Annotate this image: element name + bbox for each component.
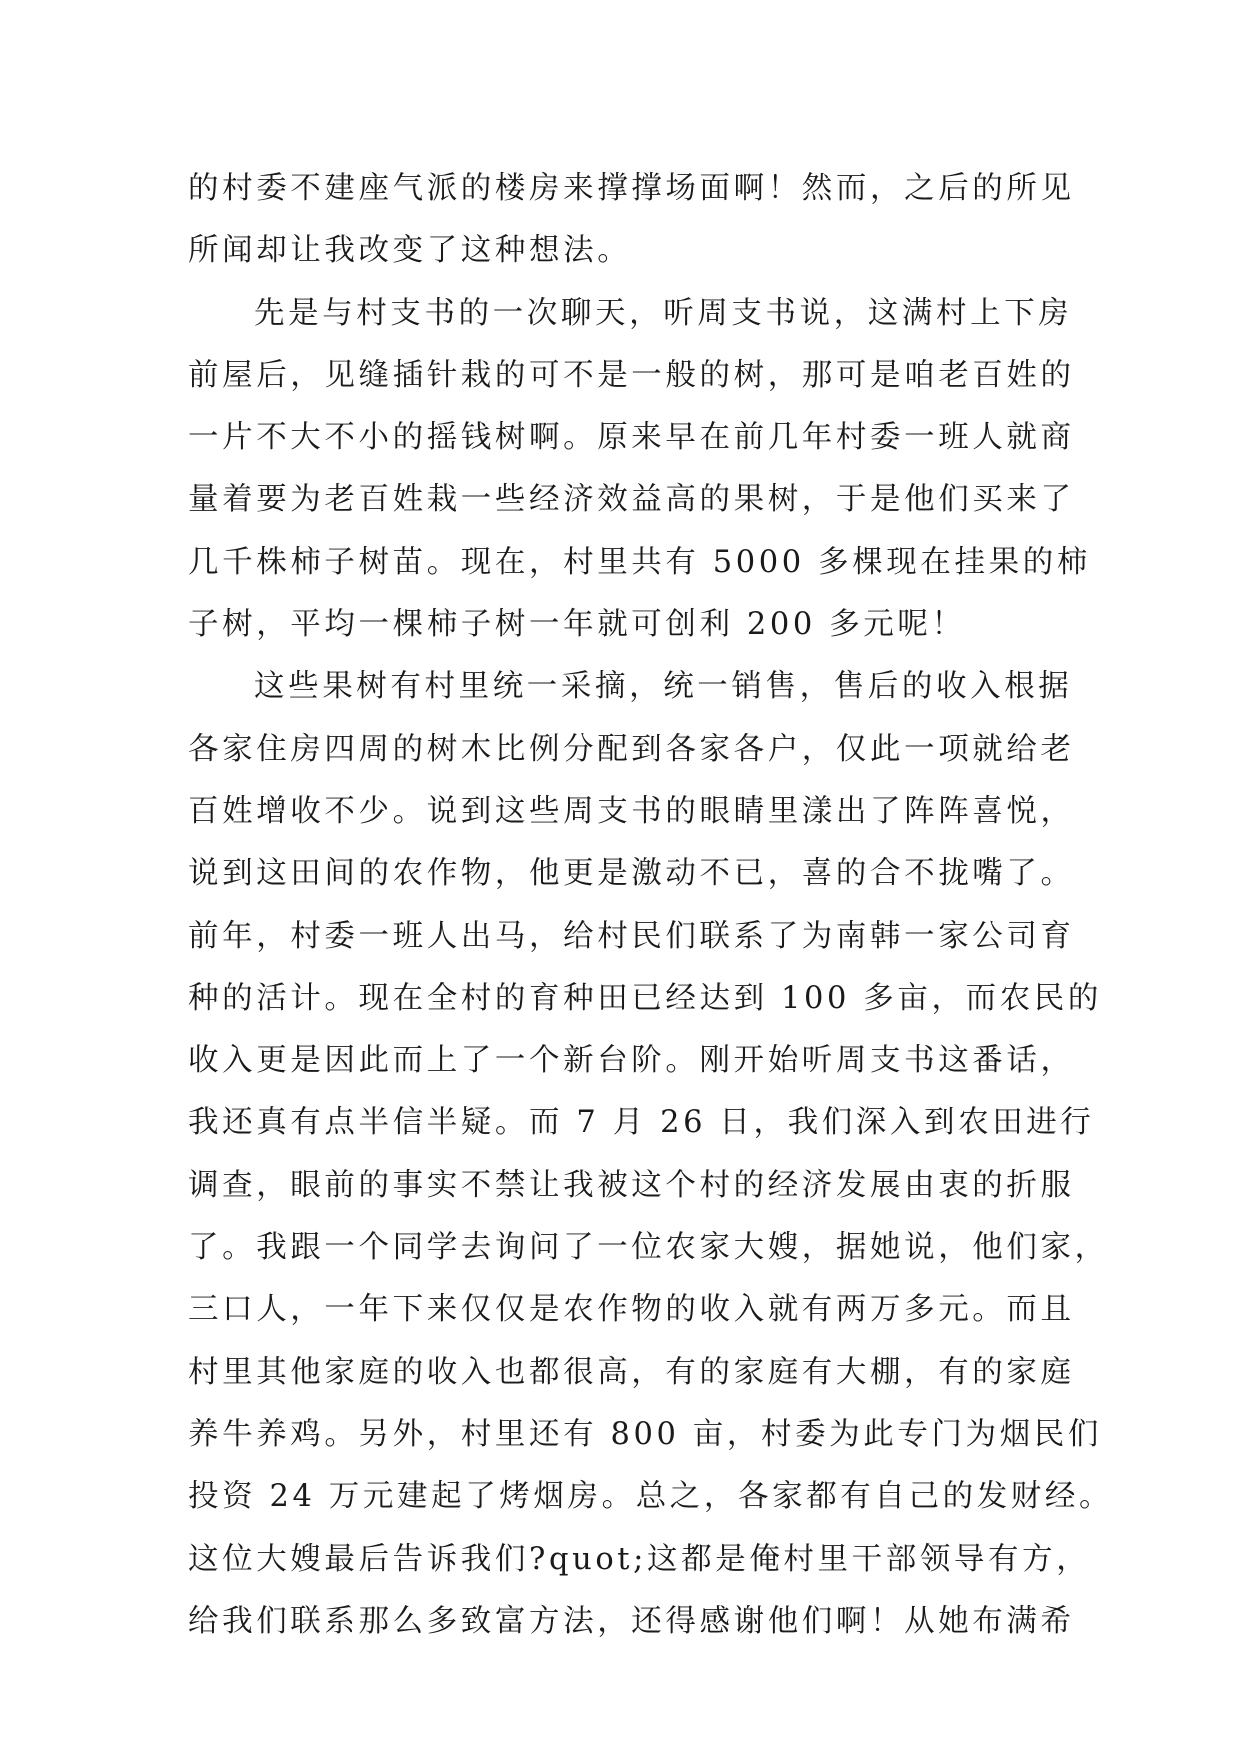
- text-line: 的村委不建座气派的楼房来撑撑场面啊！然而，之后的所见: [188, 171, 1075, 206]
- text-line: 几千株柿子树苗。现在，村里共有 5000 多棵现在挂果的柿: [188, 544, 1091, 580]
- text-line: 收入更是因此而上了一个新台阶。刚开始听周支书这番话，: [188, 1043, 1075, 1079]
- text-line: 所闻却让我改变了这种想法。: [188, 233, 632, 269]
- text-line: 百姓增收不少。说到这些周支书的眼睛里漾出了阵阵喜悦，: [188, 793, 1075, 829]
- text-line: 一片不大不小的摇钱树啊。原来早在前几年村委一班人就商: [188, 420, 1075, 456]
- text-line: 说到这田间的农作物，他更是激动不已，喜的合不拢嘴了。: [188, 856, 1075, 892]
- text-line: 调查，眼前的事实不禁让我被这个村的经济发展由衷的折服: [188, 1167, 1075, 1203]
- text-line: 村里其他家庭的收入也都很高，有的家庭有大棚，有的家庭: [188, 1354, 1075, 1390]
- text-line: 了。我跟一个同学去询问了一位农家大嫂，据她说，他们家，: [188, 1230, 1109, 1266]
- text-line: 种的活计。现在全村的育种田已经达到 100 多亩，而农民的: [188, 980, 1103, 1016]
- text-line: 我还真有点半信半疑。而 7 月 26 日，我们深入到农田进行: [188, 1105, 1095, 1141]
- text-line: 给我们联系那么多致富方法，还得感谢他们啊！从她布满希: [188, 1603, 1075, 1639]
- text-line: 这位大嫂最后告诉我们?quot;这都是俺村里干部领导有方，: [188, 1541, 1091, 1577]
- text-line: 前年，村委一班人出马，给村民们联系了为南韩一家公司育: [188, 918, 1075, 954]
- text-line: 三口人，一年下来仅仅是农作物的收入就有两万多元。而且: [188, 1292, 1075, 1328]
- paragraph-first-line: 先是与村支书的一次聊天，听周支书说，这满村上下房: [254, 295, 1073, 331]
- text-line: 养牛养鸡。另外，村里还有 800 亩，村委为此专门为烟民们: [188, 1416, 1103, 1452]
- body-text: [188, 158, 1114, 1653]
- text-line: 各家住房四周的树木比例分配到各家各户，仅此一项就给老: [188, 731, 1075, 767]
- text-line: 量着要为老百姓栽一些经济效益高的果树，于是他们买来了: [188, 482, 1075, 518]
- text-line: 投资 24 万元建起了烤烟房。总之，各家都有自己的发财经。: [188, 1479, 1114, 1515]
- text-line: 子树，平均一棵柿子树一年就可创利 200 多元呢！: [188, 607, 966, 643]
- text-line: 前屋后，见缝插针栽的可不是一般的树，那可是咱老百姓的: [188, 357, 1075, 393]
- paragraph-first-line: 这些果树有村里统一采摘，统一销售，售后的收入根据: [254, 669, 1073, 705]
